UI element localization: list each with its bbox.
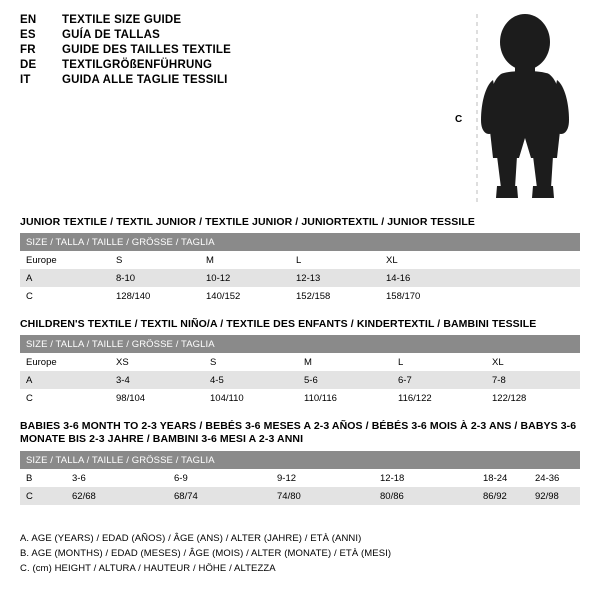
children-europe-l: L — [392, 353, 486, 371]
section-children-title: CHILDREN'S TEXTILE / TEXTIL NIÑO/A / TEXTILE DES ENFANTS / KINDERTEXTIL / BAMBINI TESSILE — [20, 318, 537, 330]
table-row — [20, 287, 580, 305]
header-row-fr — [20, 44, 440, 56]
header-row-es — [20, 29, 440, 41]
junior-a-xl: 14-16 — [380, 269, 470, 287]
children-c-xs: 98/104 — [110, 389, 204, 407]
children-row-label-europe: Europe — [20, 353, 110, 371]
babies-b-3-6: 3-6 — [66, 469, 168, 487]
babies-c-86-92: 86/92 — [477, 487, 529, 505]
table-junior — [20, 233, 580, 305]
babies-b-6-9: 6-9 — [168, 469, 271, 487]
children-europe-xl: XL — [486, 353, 580, 371]
height-label-c: C — [455, 114, 463, 125]
children-a-xs: 3-4 — [110, 371, 204, 389]
section-children — [20, 318, 580, 407]
table-row — [20, 233, 580, 251]
toddler-figure — [455, 10, 585, 205]
junior-a-blank — [470, 269, 580, 287]
junior-size-header: SIZE / TALLA / TAILLE / GRÖSSE / TAGLIA — [20, 233, 580, 251]
children-c-xl: 122/128 — [486, 389, 580, 407]
children-a-m: 5-6 — [298, 371, 392, 389]
children-c-s: 104/110 — [204, 389, 298, 407]
section-babies-title: BABIES 3-6 MONTH TO 2-3 YEARS / BEBÉS 3-6 MESES A 2-3 AÑOS / BÉBÉS 3-6 MOIS À 2-3 ANS / BABYS 3-6 MONATE BIS 2-3 JAHRE / BAMBINI 3-6 MESI A 2-3 ANNI — [20, 420, 577, 445]
babies-c-80-86: 80/86 — [374, 487, 477, 505]
table-row — [20, 335, 580, 353]
section-junior — [20, 216, 580, 305]
table-children — [20, 335, 580, 407]
babies-b-12-18: 12-18 — [374, 469, 477, 487]
table-row — [20, 251, 580, 269]
header-text-es: GUÍA DE TALLAS — [62, 29, 160, 41]
junior-europe-s: S — [110, 251, 200, 269]
babies-size-header: SIZE / TALLA / TAILLE / GRÖSSE / TAGLIA — [20, 451, 580, 469]
legend-item-b: B. AGE (MONTHS) / EDAD (MESES) / ÂGE (MOIS) / ALTER (MONATE) / ETÀ (MESI) — [20, 548, 392, 559]
table-row — [20, 469, 580, 487]
table-row — [20, 353, 580, 371]
children-europe-xs: XS — [110, 353, 204, 371]
junior-c-blank — [470, 287, 580, 305]
header-lang-en: EN — [20, 14, 37, 26]
junior-europe-xl: XL — [380, 251, 470, 269]
junior-a-s: 8-10 — [110, 269, 200, 287]
header-lang-fr: FR — [20, 44, 36, 56]
babies-row-label-b: B — [20, 469, 66, 487]
children-c-m: 110/116 — [298, 389, 392, 407]
table-babies — [20, 451, 580, 505]
legend — [20, 533, 580, 578]
junior-c-s: 128/140 — [110, 287, 200, 305]
children-size-header: SIZE / TALLA / TAILLE / GRÖSSE / TAGLIA — [20, 335, 580, 353]
babies-b-9-12: 9-12 — [271, 469, 374, 487]
junior-europe-l: L — [290, 251, 380, 269]
babies-c-68-74: 68/74 — [168, 487, 271, 505]
babies-b-24-36: 24-36 — [529, 469, 580, 487]
table-row — [20, 487, 580, 505]
children-a-s: 4-5 — [204, 371, 298, 389]
table-row — [20, 389, 580, 407]
babies-c-62-68: 62/68 — [66, 487, 168, 505]
junior-row-label-europe: Europe — [20, 251, 110, 269]
header-lang-es: ES — [20, 29, 36, 41]
header-lang-it: IT — [20, 74, 31, 86]
junior-a-l: 12-13 — [290, 269, 380, 287]
children-europe-m: M — [298, 353, 392, 371]
junior-c-m: 140/152 — [200, 287, 290, 305]
babies-row-label-c: C — [20, 487, 66, 505]
children-a-l: 6-7 — [392, 371, 486, 389]
table-row — [20, 269, 580, 287]
junior-c-l: 152/158 — [290, 287, 380, 305]
junior-row-label-a: A — [20, 269, 110, 287]
children-c-l: 116/122 — [392, 389, 486, 407]
table-row — [20, 451, 580, 469]
babies-c-92-98: 92/98 — [529, 487, 580, 505]
children-row-label-a: A — [20, 371, 110, 389]
toddler-silhouette-icon — [455, 10, 585, 205]
legend-item-c: C. (cm) HEIGHT / ALTURA / HAUTEUR / HÖHE / ALTEZZA — [20, 563, 276, 574]
section-babies — [20, 420, 580, 505]
babies-c-74-80: 74/80 — [271, 487, 374, 505]
header-text-de: TEXTILGRÖßENFÜHRUNG — [62, 59, 213, 71]
children-row-label-c: C — [20, 389, 110, 407]
header-row-it — [20, 74, 440, 86]
babies-b-18-24: 18-24 — [477, 469, 529, 487]
header-text-en: TEXTILE SIZE GUIDE — [62, 14, 182, 26]
junior-a-m: 10-12 — [200, 269, 290, 287]
header-text-fr: GUIDE DES TAILLES TEXTILE — [62, 44, 231, 56]
junior-row-label-c: C — [20, 287, 110, 305]
junior-c-xl: 158/170 — [380, 287, 470, 305]
children-a-xl: 7-8 — [486, 371, 580, 389]
header — [20, 14, 440, 89]
section-junior-title: JUNIOR TEXTILE / TEXTIL JUNIOR / TEXTILE JUNIOR / JUNIORTEXTIL / JUNIOR TESSILE — [20, 216, 475, 228]
children-europe-s: S — [204, 353, 298, 371]
header-row-en — [20, 14, 440, 26]
junior-europe-m: M — [200, 251, 290, 269]
legend-item-a: A. AGE (YEARS) / EDAD (AÑOS) / ÂGE (ANS) / ALTER (JAHRE) / ETÀ (ANNI) — [20, 533, 362, 544]
table-row — [20, 371, 580, 389]
header-row-de — [20, 59, 440, 71]
header-text-it: GUIDA ALLE TAGLIE TESSILI — [62, 74, 228, 86]
header-lang-de: DE — [20, 59, 37, 71]
junior-europe-blank — [470, 251, 580, 269]
